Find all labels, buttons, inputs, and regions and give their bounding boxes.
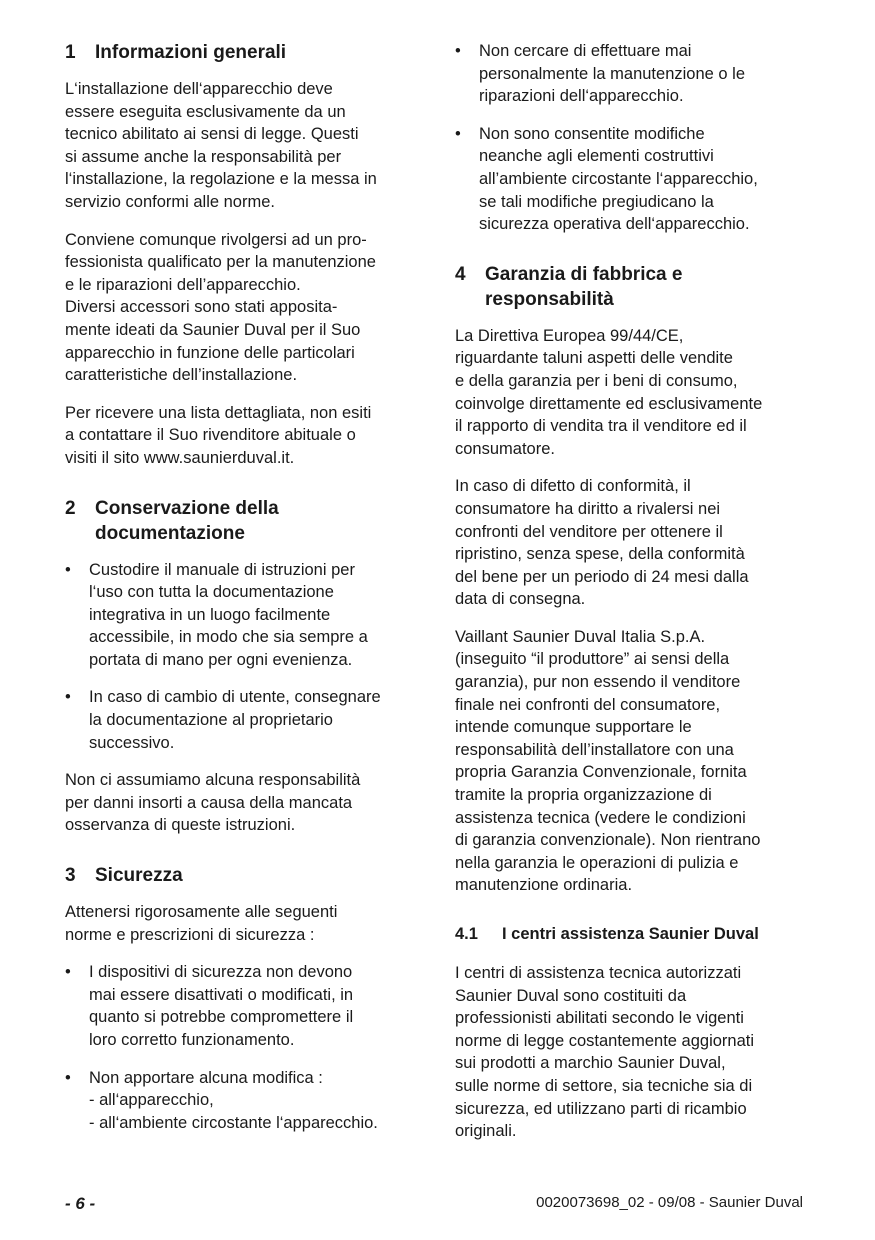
paragraph: L‘installazione dell‘apparecchio deve essere eseguita esclusivamente da un tecnico abilitato ai sensi di legge. Questi si assume anche la responsabilità per l‘installazione, la regolazione e la messa in servizio conformi alle norme. xyxy=(65,80,377,211)
list-item: • In caso di cambio di utente, consegnare la documentazione al proprietario successivo. xyxy=(65,686,425,754)
section-number: 1 xyxy=(65,42,76,63)
paragraph: La Direttiva Europea 99/44/CE, riguardante taluni aspetti delle vendite e della garanzia per i beni di consumo, coinvolge direttamente ed esclusivamente il rapporto di vendita tra il venditore ed il consumatore. xyxy=(455,326,763,458)
bullet-list xyxy=(455,40,810,236)
list-item: • Custodire il manuale di istruzioni per l‘uso con tutta la documentazione integrativa in un luogo facilmente accessibile, in modo che sia sempre a portata di mano per ogni evenienza. xyxy=(65,559,425,672)
bullet-icon: • xyxy=(455,124,461,143)
bullet-icon: • xyxy=(65,688,71,707)
paragraph: Attenersi rigorosamente alle seguenti norme e prescrizioni di sicurezza : xyxy=(65,903,338,944)
paragraph: I centri di assistenza tecnica autorizzati Saunier Duval sono costituiti da professionisti abilitati secondo le vigenti norme di legge costantemente aggiornati sui prodotti a marchio Saunier Duval, sulle norme di settore, sia tecniche sia di sicurezza, ed utilizzano parti di ricambio originali. xyxy=(455,964,755,1141)
left-column xyxy=(65,40,425,1149)
section-2-heading xyxy=(65,496,425,546)
section-title: Conservazione della documentazione xyxy=(95,497,279,544)
bullet-icon: • xyxy=(65,1068,71,1087)
right-column xyxy=(455,40,810,1158)
section-1-heading xyxy=(65,40,425,65)
bullet-icon: • xyxy=(65,560,71,579)
section-title: Informazioni generali xyxy=(95,42,287,63)
paragraph: Per ricevere una lista dettagliata, non esiti a contattare il Suo rivenditore abituale o visiti il sito www.saunierduval.it. xyxy=(65,403,372,467)
bullet-icon: • xyxy=(455,42,461,60)
section-number: 2 xyxy=(65,497,76,519)
bullet-icon: • xyxy=(65,963,71,982)
list-item: • I dispositivi di sicurezza non devono mai essere disattivati o modificati, in quanto si potrebbe compromettere il loro corretto funzionamento. xyxy=(65,961,425,1051)
bullet-list xyxy=(65,559,425,755)
bullet-list xyxy=(65,961,425,1134)
list-item: • Non sono consentite modifiche neanche agli elementi costruttivi all’ambiente circostante l‘apparecchio, se tali modifiche pregiudicano la sicurezza operativa dell‘apparecchio. xyxy=(455,123,810,236)
list-item: • Non cercare di effettuare mai personalmente la manutenzione o le riparazioni dell‘apparecchio. xyxy=(455,40,810,108)
section-title: Garanzia di fabbrica e responsabilità xyxy=(485,263,683,310)
paragraph: Conviene comunque rivolgersi ad un pro- fessionista qualificato per la manutenzione e le riparazioni dell’apparecchio. Diversi accessori sono stati apposita- mente ideati da Saunier Duval per il Suo apparecchio in funzione delle particolari caratteristiche dell’installazione. xyxy=(65,230,376,385)
section-4-heading xyxy=(455,262,810,312)
subsection-title: I centri assistenza Saunier Duval xyxy=(502,925,759,943)
section-number: 3 xyxy=(65,865,76,887)
subsection-4-1-heading xyxy=(455,923,810,945)
section-number: 4 xyxy=(455,263,466,285)
paragraph: Non ci assumiamo alcuna responsabilità per danni insorti a causa della mancata osservanza di queste istruzioni. xyxy=(65,771,361,835)
document-reference: 0020073698_02 - 09/08 - Saunier Duval xyxy=(536,1194,803,1211)
section-title: Sicurezza xyxy=(95,865,183,887)
subsection-number: 4.1 xyxy=(455,925,478,943)
paragraph: In caso di difetto di conformità, il consumatore ha diritto a rivalersi nei confronti del venditore per ottenere il ripristino, senza spese, della conformità del bene per un periodo di 24 mesi dalla data di consegna. xyxy=(455,477,749,609)
list-item: • Non apportare alcuna modifica : - all‘apparecchio, - all‘ambiente circostante l‘apparecchio. xyxy=(65,1067,425,1135)
paragraph: Vaillant Saunier Duval Italia S.p.A. (inseguito “il produttore” ai sensi della garanzia), pur non essendo il venditore finale nei confronti del consumatore, intende comunque supportare le responsabilità dell’installatore con una propria Garanzia Convenzionale, fornita tramite la propria organizzazione di assistenza tecnica (vedere le condizioni di garanzia convenzionale). Non rientrano nella garanzia le operazioni di pulizia e manutenzione ordinaria. xyxy=(455,627,761,895)
section-3-heading xyxy=(65,863,425,888)
page-number: - 6 - xyxy=(65,1194,96,1213)
